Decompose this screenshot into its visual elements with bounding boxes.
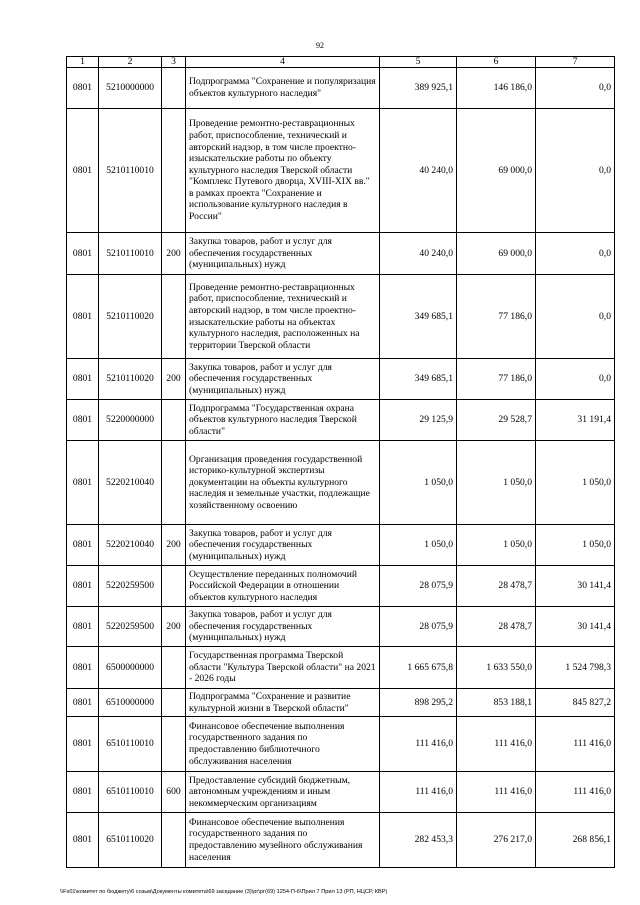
item-name: Закупка товаров, работ и услуг для обеспечения государственных (муниципальных) нужд — [186, 359, 380, 400]
item-name: Закупка товаров, работ и услуг для обеспечения государственных (муниципальных) нужд — [186, 233, 380, 275]
amount-col-6: 28 478,7 — [457, 607, 536, 647]
expense-type-code — [162, 109, 186, 233]
amount-col-7: 30 141,4 — [536, 607, 615, 647]
target-article-code: 5220210040 — [99, 525, 162, 566]
target-article-code: 5210110020 — [99, 275, 162, 359]
item-name: Государственная программа Тверской области "Культура Тверской области" на 2021 - 2026 годы — [186, 647, 380, 689]
item-name: Осуществление переданных полномочий Российской Федерации в отношении объектов культурного наследия — [186, 566, 380, 607]
table-row — [67, 566, 615, 607]
amount-col-7: 31 191,4 — [536, 400, 615, 441]
amount-col-6: 77 186,0 — [457, 359, 536, 400]
amount-col-5: 111 416,0 — [380, 772, 457, 813]
section-code: 0801 — [67, 400, 99, 441]
expense-type-code — [162, 717, 186, 772]
amount-col-5: 1 050,0 — [380, 525, 457, 566]
expense-type-code — [162, 441, 186, 525]
amount-col-7: 845 827,2 — [536, 689, 615, 717]
section-code: 0801 — [67, 566, 99, 607]
table-row — [67, 813, 615, 868]
table-row — [67, 359, 615, 400]
expense-type-code: 200 — [162, 525, 186, 566]
item-name: Подпрограмма "Сохранение и популяризация объектов культурного наследия" — [186, 68, 380, 109]
section-code: 0801 — [67, 359, 99, 400]
table-row — [67, 689, 615, 717]
item-name: Подпрограмма "Сохранение и развитие культурной жизни в Тверской области" — [186, 689, 380, 717]
expense-type-code — [162, 566, 186, 607]
amount-col-5: 40 240,0 — [380, 233, 457, 275]
target-article-code: 5210110010 — [99, 109, 162, 233]
target-article-code: 5220210040 — [99, 441, 162, 525]
expense-type-code: 200 — [162, 233, 186, 275]
section-code: 0801 — [67, 233, 99, 275]
amount-col-6: 1 050,0 — [457, 525, 536, 566]
section-code: 0801 — [67, 689, 99, 717]
column-number-row — [67, 57, 615, 68]
amount-col-6: 77 186,0 — [457, 275, 536, 359]
column-header: 3 — [162, 57, 186, 68]
table-row — [67, 607, 615, 647]
amount-col-7: 111 416,0 — [536, 717, 615, 772]
item-name: Проведение ремонтно-реставрационных работ, приспособление, технический и авторский надзор, в том числе проектно-изыскательские работы на объектах культурного наследия, расположенных на территории Тверской области — [186, 275, 380, 359]
amount-col-7: 0,0 — [536, 275, 615, 359]
table-row — [67, 772, 615, 813]
section-code: 0801 — [67, 275, 99, 359]
section-code: 0801 — [67, 109, 99, 233]
target-article-code: 5210110010 — [99, 233, 162, 275]
amount-col-6: 111 416,0 — [457, 717, 536, 772]
amount-col-5: 28 075,9 — [380, 566, 457, 607]
section-code: 0801 — [67, 525, 99, 566]
amount-col-7: 1 050,0 — [536, 525, 615, 566]
target-article-code: 6510000000 — [99, 689, 162, 717]
section-code: 0801 — [67, 717, 99, 772]
page-number: 92 — [316, 41, 324, 50]
item-name: Финансовое обеспечение выполнения государственного задания по предоставлению библиотечного обслуживания населения — [186, 717, 380, 772]
column-header: 5 — [380, 57, 457, 68]
amount-col-5: 389 925,1 — [380, 68, 457, 109]
target-article-code: 5220259500 — [99, 607, 162, 647]
column-header: 2 — [99, 57, 162, 68]
amount-col-6: 111 416,0 — [457, 772, 536, 813]
amount-col-5: 898 295,2 — [380, 689, 457, 717]
amount-col-7: 0,0 — [536, 109, 615, 233]
section-code: 0801 — [67, 647, 99, 689]
target-article-code: 6510110010 — [99, 772, 162, 813]
item-name: Организация проведения государственной историко-культурной экспертизы документации на объекты культурного наследия и земельные участки, подлежащие хозяйственному освоению — [186, 441, 380, 525]
section-code: 0801 — [67, 441, 99, 525]
target-article-code: 6510110020 — [99, 813, 162, 868]
table-row — [67, 717, 615, 772]
expense-type-code: 600 — [162, 772, 186, 813]
amount-col-5: 349 685,1 — [380, 275, 457, 359]
target-article-code: 5210000000 — [99, 68, 162, 109]
table-row — [67, 109, 615, 233]
budget-table — [66, 56, 615, 868]
target-article-code: 5220000000 — [99, 400, 162, 441]
section-code: 0801 — [67, 607, 99, 647]
target-article-code: 6510110010 — [99, 717, 162, 772]
target-article-code: 6500000000 — [99, 647, 162, 689]
amount-col-5: 1 665 675,8 — [380, 647, 457, 689]
item-name: Закупка товаров, работ и услуг для обеспечения государственных (муниципальных) нужд — [186, 607, 380, 647]
table-row — [67, 525, 615, 566]
expense-type-code: 200 — [162, 607, 186, 647]
expense-type-code — [162, 400, 186, 441]
amount-col-7: 0,0 — [536, 233, 615, 275]
amount-col-6: 69 000,0 — [457, 109, 536, 233]
expense-type-code — [162, 275, 186, 359]
target-article-code: 5220259500 — [99, 566, 162, 607]
amount-col-6: 69 000,0 — [457, 233, 536, 275]
amount-col-6: 1 050,0 — [457, 441, 536, 525]
expense-type-code — [162, 813, 186, 868]
amount-col-6: 1 633 550,0 — [457, 647, 536, 689]
amount-col-7: 0,0 — [536, 359, 615, 400]
column-header: 1 — [67, 57, 99, 68]
item-name: Закупка товаров, работ и услуг для обеспечения государственных (муниципальных) нужд — [186, 525, 380, 566]
item-name: Подпрограмма "Государственная охрана объектов культурного наследия Тверской области" — [186, 400, 380, 441]
amount-col-6: 276 217,0 — [457, 813, 536, 868]
column-header: 4 — [186, 57, 380, 68]
column-header: 6 — [457, 57, 536, 68]
item-name: Предоставление субсидий бюджетным, автономным учреждениям и иным некоммерческим организациям — [186, 772, 380, 813]
amount-col-7: 30 141,4 — [536, 566, 615, 607]
table-row — [67, 233, 615, 275]
section-code: 0801 — [67, 813, 99, 868]
table-row — [67, 441, 615, 525]
section-code: 0801 — [67, 772, 99, 813]
amount-col-7: 111 416,0 — [536, 772, 615, 813]
item-name: Проведение ремонтно-реставрационных работ, приспособление, технический и авторский надзор, в том числе проектно-изыскательские работы по объекту культурного наследия Тверской области "Комплекс Путевого дворца, XVIII-XIX вв." в рамках проекта "Сохранение и использование культурного наследия в России" — [186, 109, 380, 233]
amount-col-5: 282 453,3 — [380, 813, 457, 868]
amount-col-7: 1 050,0 — [536, 441, 615, 525]
amount-col-5: 40 240,0 — [380, 109, 457, 233]
target-article-code: 5210110020 — [99, 359, 162, 400]
table-row — [67, 400, 615, 441]
amount-col-5: 29 125,9 — [380, 400, 457, 441]
amount-col-7: 268 856,1 — [536, 813, 615, 868]
expense-type-code — [162, 68, 186, 109]
amount-col-6: 29 528,7 — [457, 400, 536, 441]
expense-type-code — [162, 647, 186, 689]
column-header: 7 — [536, 57, 615, 68]
expense-type-code — [162, 689, 186, 717]
table-row — [67, 275, 615, 359]
table-row — [67, 647, 615, 689]
amount-col-6: 28 478,7 — [457, 566, 536, 607]
amount-col-5: 28 075,9 — [380, 607, 457, 647]
amount-col-6: 853 188,1 — [457, 689, 536, 717]
amount-col-5: 349 685,1 — [380, 359, 457, 400]
amount-col-7: 0,0 — [536, 68, 615, 109]
expense-type-code: 200 — [162, 359, 186, 400]
table-row — [67, 68, 615, 109]
section-code: 0801 — [67, 68, 99, 109]
amount-col-6: 146 186,0 — [457, 68, 536, 109]
amount-col-5: 1 050,0 — [380, 441, 457, 525]
amount-col-7: 1 524 798,3 — [536, 647, 615, 689]
item-name: Финансовое обеспечение выполнения государственного задания по предоставлению музейного обслуживания населения — [186, 813, 380, 868]
file-path-footer: \\Fs01\комитет по бюджету\6 созыв\Документы комитета\69 заседание (3)\рг\рг(69) 1254-П-6\Прил 7 Прил 13 (РП, НЦСР, КВР) — [60, 889, 388, 895]
amount-col-5: 111 416,0 — [380, 717, 457, 772]
